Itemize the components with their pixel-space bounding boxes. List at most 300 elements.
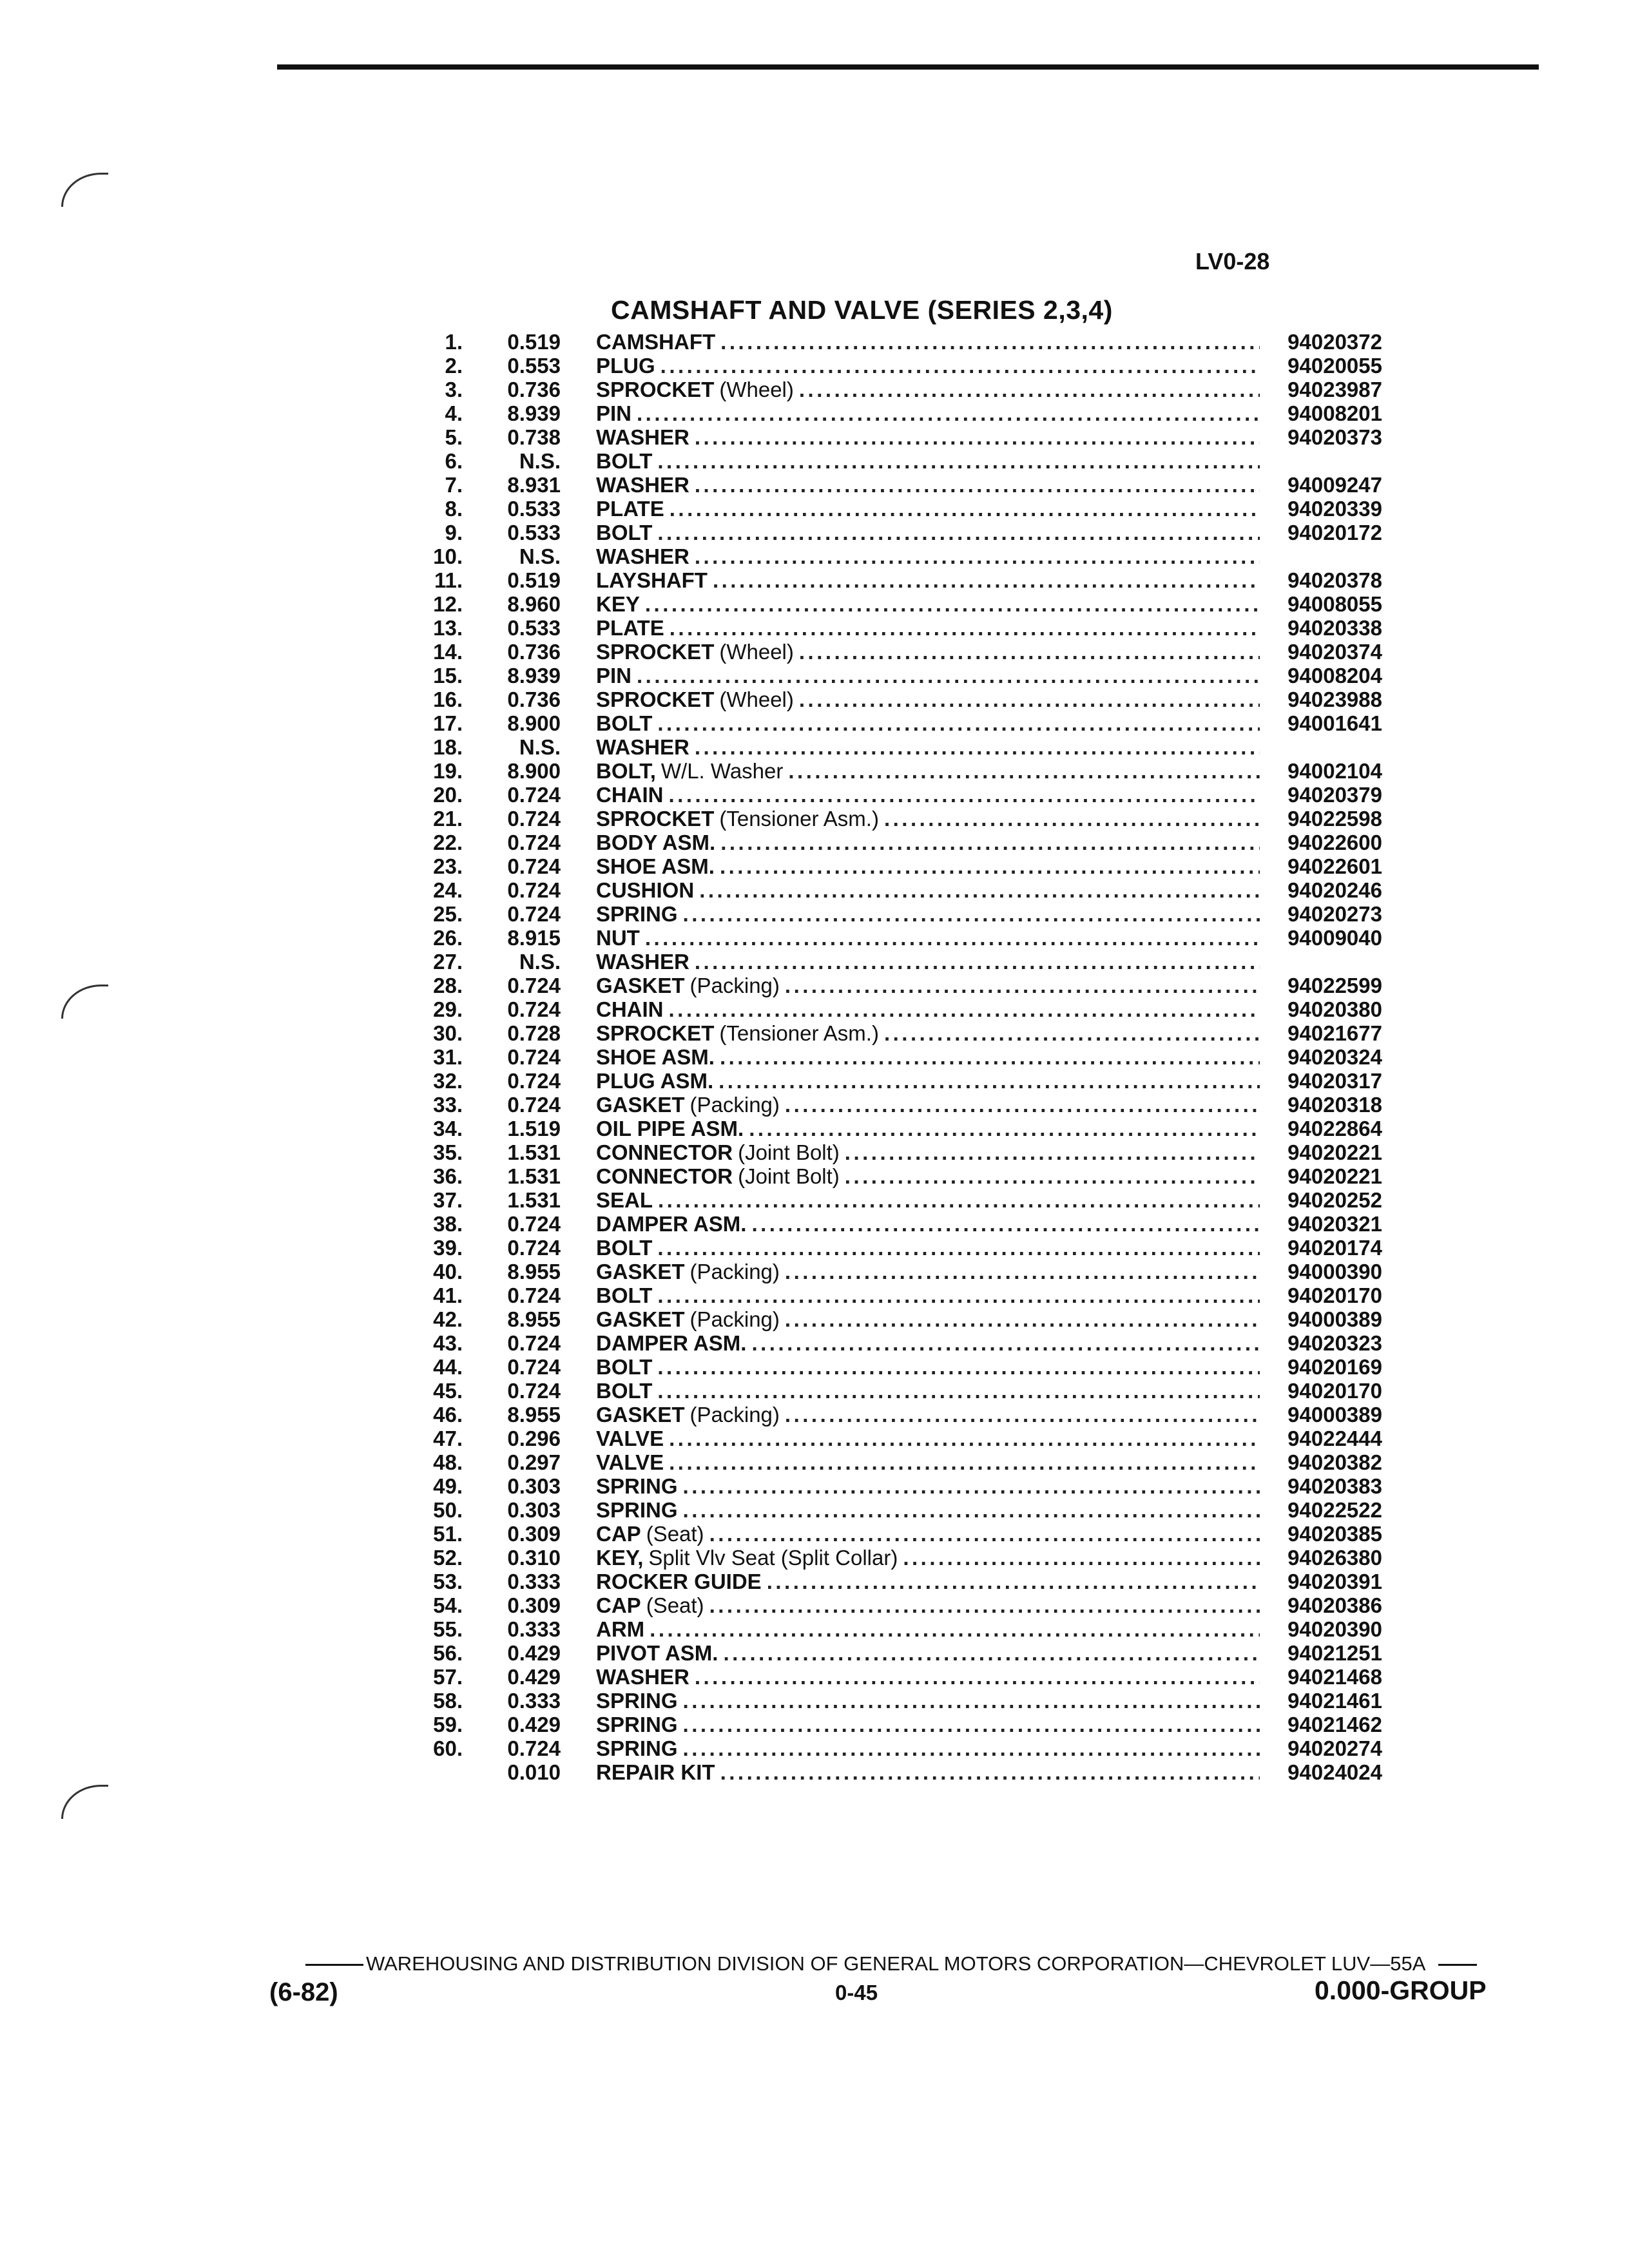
part-description — [596, 568, 1260, 592]
part-description — [596, 1522, 1260, 1546]
part-number: 94020339 — [1287, 497, 1382, 521]
part-qualifier: W/L. Washer — [660, 759, 784, 783]
part-group-number: N.S. — [519, 544, 561, 568]
part-description — [596, 1760, 1260, 1784]
dot-leader — [683, 1689, 1260, 1713]
part-description — [596, 1617, 1260, 1641]
part-group-number: 0.724 — [507, 1355, 561, 1379]
dot-leader — [669, 783, 1260, 807]
dot-leader — [650, 1617, 1260, 1641]
part-item-number: 23. — [433, 854, 463, 878]
part-description — [596, 425, 1260, 449]
part-number: 94021462 — [1287, 1713, 1382, 1736]
part-group-number: N.S. — [519, 950, 561, 974]
part-description — [596, 1355, 1260, 1379]
part-qualifier: (Tensioner Asm.) — [719, 807, 879, 831]
part-group-number: 0.728 — [507, 1021, 561, 1045]
part-name: SPRING — [596, 902, 678, 926]
part-group-number: 0.724 — [507, 807, 561, 831]
footer-dash — [1438, 1964, 1477, 1966]
part-name: BOLT — [596, 1283, 653, 1307]
part-number: 94021461 — [1287, 1689, 1382, 1713]
part-description — [596, 1713, 1260, 1736]
part-name: GASKET — [596, 1307, 685, 1331]
part-name: BOLT — [596, 1236, 653, 1260]
part-name: CAMSHAFT — [596, 330, 716, 354]
part-number: 94022599 — [1287, 974, 1382, 997]
part-description — [596, 783, 1260, 807]
part-name: WASHER — [596, 473, 689, 497]
part-name: PIN — [596, 401, 632, 425]
dot-leader — [713, 568, 1260, 592]
dot-leader — [720, 330, 1260, 354]
part-number: 94008055 — [1287, 592, 1382, 616]
dot-leader — [720, 854, 1260, 878]
part-qualifier: (Packing) — [689, 974, 780, 997]
part-number: 94022444 — [1287, 1427, 1382, 1450]
part-group-number: 0.297 — [507, 1450, 561, 1474]
dot-leader — [799, 687, 1260, 711]
part-name: CONNECTOR — [596, 1164, 733, 1188]
part-number: 94020382 — [1287, 1450, 1382, 1474]
part-number: 94020373 — [1287, 425, 1382, 449]
part-number: 94009247 — [1287, 473, 1382, 497]
part-description — [596, 854, 1260, 878]
part-name: WASHER — [596, 950, 689, 974]
part-description — [596, 497, 1260, 521]
part-group-number: 0.724 — [507, 854, 561, 878]
part-number: 94022598 — [1287, 807, 1382, 831]
part-group-number: 8.960 — [507, 592, 561, 616]
part-name: BOLT, — [596, 759, 656, 783]
part-item-number: 51. — [433, 1522, 463, 1546]
dot-leader — [751, 1331, 1260, 1355]
dot-leader — [720, 1045, 1260, 1069]
dot-leader — [683, 1736, 1260, 1760]
part-name: VALVE — [596, 1427, 664, 1450]
part-description — [596, 1188, 1260, 1212]
part-group-number: 0.724 — [507, 831, 561, 854]
part-qualifier: (Wheel) — [719, 378, 794, 401]
part-item-number: 2. — [445, 354, 463, 378]
part-description — [596, 1736, 1260, 1760]
dot-leader — [657, 1283, 1260, 1307]
part-item-number: 50. — [433, 1498, 463, 1522]
part-description — [596, 1045, 1260, 1069]
part-group-number: 8.939 — [507, 664, 561, 687]
part-name: ARM — [596, 1617, 645, 1641]
part-description — [596, 878, 1260, 902]
part-description — [596, 1474, 1260, 1498]
part-item-number: 30. — [433, 1021, 463, 1045]
part-number: 94026380 — [1287, 1546, 1382, 1570]
part-number: 94000390 — [1287, 1260, 1382, 1283]
part-number: 94001641 — [1287, 711, 1382, 735]
part-item-number: 37. — [433, 1188, 463, 1212]
dot-leader — [785, 1093, 1260, 1117]
page-number: 0-45 — [835, 1981, 878, 2004]
part-name: WASHER — [596, 425, 689, 449]
dot-leader — [709, 1522, 1260, 1546]
part-group-number: 0.724 — [507, 1045, 561, 1069]
dot-leader — [699, 878, 1260, 902]
part-number: 94024024 — [1287, 1760, 1382, 1784]
part-group-number: 0.724 — [507, 902, 561, 926]
part-number: 94020170 — [1287, 1379, 1382, 1403]
part-number: 94021677 — [1287, 1021, 1382, 1045]
part-name: PIVOT ASM. — [596, 1641, 718, 1665]
part-qualifier: (Wheel) — [719, 640, 794, 664]
part-number: 94000389 — [1287, 1403, 1382, 1427]
part-qualifier: (Packing) — [689, 1260, 780, 1283]
part-name: GASKET — [596, 1260, 685, 1283]
part-group-number: 0.533 — [507, 521, 561, 544]
part-name: SHOE ASM. — [596, 854, 715, 878]
part-number: 94020386 — [1287, 1593, 1382, 1617]
dot-leader — [788, 759, 1260, 783]
part-description — [596, 1164, 1260, 1188]
dot-leader — [720, 1760, 1260, 1784]
part-group-number: 0.533 — [507, 497, 561, 521]
part-item-number: 48. — [433, 1450, 463, 1474]
part-number: 94020170 — [1287, 1283, 1382, 1307]
part-description — [596, 997, 1260, 1021]
part-description — [596, 950, 1260, 974]
part-item-number: 57. — [433, 1665, 463, 1689]
part-name: BOLT — [596, 449, 653, 473]
part-name: SPRING — [596, 1498, 678, 1522]
part-description — [596, 592, 1260, 616]
dot-leader — [695, 950, 1260, 974]
part-group-number: 0.738 — [507, 425, 561, 449]
part-description — [596, 1498, 1260, 1522]
dot-leader — [799, 640, 1260, 664]
part-item-number: 14. — [433, 640, 463, 664]
part-item-number: 15. — [433, 664, 463, 687]
part-qualifier: (Wheel) — [719, 687, 794, 711]
part-item-number: 41. — [433, 1283, 463, 1307]
part-group-number: 0.333 — [507, 1617, 561, 1641]
part-name: GASKET — [596, 974, 685, 997]
part-name: BOLT — [596, 1355, 653, 1379]
part-name: CAP — [596, 1593, 641, 1617]
part-qualifier: (Packing) — [689, 1403, 780, 1427]
part-group-number: 0.309 — [507, 1522, 561, 1546]
part-name: SPRING — [596, 1736, 678, 1760]
part-name: SPROCKET — [596, 1021, 715, 1045]
part-number: 94021468 — [1287, 1665, 1382, 1689]
page-reference-code: LV0-28 — [1195, 248, 1270, 274]
part-group-number: 8.939 — [507, 401, 561, 425]
scan-mark — [61, 1785, 108, 1819]
dot-leader — [709, 1593, 1260, 1617]
part-description — [596, 1069, 1260, 1093]
dot-leader — [884, 807, 1260, 831]
dot-leader — [845, 1164, 1260, 1188]
part-number: 94008204 — [1287, 664, 1382, 687]
part-number: 94020321 — [1287, 1212, 1382, 1236]
dot-leader — [658, 1188, 1260, 1212]
part-description — [596, 521, 1260, 544]
part-name: BODY ASM. — [596, 831, 716, 854]
top-rule — [277, 64, 1539, 70]
part-group-number: 0.724 — [507, 1069, 561, 1093]
footer-division-text: WAREHOUSING AND DISTRIBUTION DIVISION OF GENERAL MOTORS CORPORATION—CHEVROLET LUV—55A — [366, 1952, 1426, 1975]
part-group-number: 0.429 — [507, 1665, 561, 1689]
part-group-number: 0.724 — [507, 783, 561, 807]
dot-leader — [657, 711, 1260, 735]
dot-leader — [785, 974, 1260, 997]
dot-leader — [637, 401, 1260, 425]
dot-leader — [657, 449, 1260, 473]
part-number: 94020318 — [1287, 1093, 1382, 1117]
dot-leader — [695, 473, 1260, 497]
part-group-number: 1.519 — [507, 1117, 561, 1140]
part-item-number: 16. — [433, 687, 463, 711]
dot-leader — [884, 1021, 1260, 1045]
part-name: DAMPER ASM. — [596, 1212, 747, 1236]
part-name: OIL PIPE ASM. — [596, 1117, 744, 1140]
part-description — [596, 1593, 1260, 1617]
part-name: PLUG — [596, 354, 655, 378]
part-group-number: 0.724 — [507, 1236, 561, 1260]
part-number: 94023987 — [1287, 378, 1382, 401]
part-item-number: 4. — [445, 401, 463, 425]
part-group-number: 0.736 — [507, 378, 561, 401]
part-number: 94020380 — [1287, 997, 1382, 1021]
part-number: 94022522 — [1287, 1498, 1382, 1522]
part-item-number: 60. — [433, 1736, 463, 1760]
part-item-number: 45. — [433, 1379, 463, 1403]
part-group-number: N.S. — [519, 735, 561, 759]
part-number: 94020246 — [1287, 878, 1382, 902]
part-group-number: 0.333 — [507, 1689, 561, 1713]
part-name: PLATE — [596, 616, 664, 640]
part-item-number: 18. — [433, 735, 463, 759]
part-item-number: 52. — [433, 1546, 463, 1570]
part-item-number: 28. — [433, 974, 463, 997]
part-item-number: 8. — [445, 497, 463, 521]
part-group-number: 0.736 — [507, 640, 561, 664]
part-group-number: 0.333 — [507, 1570, 561, 1593]
part-name: SPROCKET — [596, 807, 715, 831]
part-number: 94020378 — [1287, 568, 1382, 592]
dot-leader — [637, 664, 1260, 687]
part-group-number: N.S. — [519, 449, 561, 473]
dot-leader — [767, 1570, 1260, 1593]
part-name: BOLT — [596, 1379, 653, 1403]
part-group-number: 1.531 — [507, 1188, 561, 1212]
part-item-number: 7. — [445, 473, 463, 497]
part-name: BOLT — [596, 521, 653, 544]
part-name: KEY, — [596, 1546, 644, 1570]
part-item-number: 1. — [445, 330, 463, 354]
part-name: PIN — [596, 664, 632, 687]
part-item-number: 40. — [433, 1260, 463, 1283]
part-item-number: 49. — [433, 1474, 463, 1498]
dot-leader — [695, 544, 1260, 568]
dot-leader — [695, 425, 1260, 449]
part-item-number: 33. — [433, 1093, 463, 1117]
part-description — [596, 401, 1260, 425]
part-description — [596, 640, 1260, 664]
dot-leader — [749, 1117, 1260, 1140]
part-number: 94020169 — [1287, 1355, 1382, 1379]
part-item-number: 44. — [433, 1355, 463, 1379]
part-description — [596, 1331, 1260, 1355]
dot-leader — [683, 902, 1260, 926]
part-item-number: 5. — [445, 425, 463, 449]
part-group-number: 0.303 — [507, 1474, 561, 1498]
part-name: SPRING — [596, 1474, 678, 1498]
part-group-number: 1.531 — [507, 1140, 561, 1164]
part-item-number: 22. — [433, 831, 463, 854]
part-description — [596, 1140, 1260, 1164]
part-qualifier: (Joint Bolt) — [738, 1140, 840, 1164]
part-description — [596, 616, 1260, 640]
dot-leader — [645, 592, 1260, 616]
part-item-number: 38. — [433, 1212, 463, 1236]
part-name: NUT — [596, 926, 640, 950]
part-description — [596, 902, 1260, 926]
part-item-number: 43. — [433, 1331, 463, 1355]
part-name: SPRING — [596, 1689, 678, 1713]
part-description — [596, 1546, 1260, 1570]
dot-leader — [683, 1498, 1260, 1522]
part-description — [596, 711, 1260, 735]
part-description — [596, 1307, 1260, 1331]
dot-leader — [720, 831, 1260, 854]
part-number: 94020221 — [1287, 1164, 1382, 1188]
dot-leader — [723, 1641, 1260, 1665]
part-group-number: 0.519 — [507, 568, 561, 592]
part-description — [596, 831, 1260, 854]
dot-leader — [799, 378, 1260, 401]
part-group-number: 0.553 — [507, 354, 561, 378]
part-number: 94021251 — [1287, 1641, 1382, 1665]
part-name: SPROCKET — [596, 640, 715, 664]
part-number: 94020221 — [1287, 1140, 1382, 1164]
part-item-number: 6. — [445, 449, 463, 473]
part-group-number: 8.900 — [507, 711, 561, 735]
part-description — [596, 1450, 1260, 1474]
part-description — [596, 1641, 1260, 1665]
dot-leader — [785, 1260, 1260, 1283]
part-number: 94020174 — [1287, 1236, 1382, 1260]
part-description — [596, 1021, 1260, 1045]
part-number: 94009040 — [1287, 926, 1382, 950]
part-number: 94020385 — [1287, 1522, 1382, 1546]
dot-leader — [669, 997, 1260, 1021]
revision-date: (6-82) — [269, 1978, 338, 2006]
part-description — [596, 807, 1260, 831]
dot-leader — [657, 1379, 1260, 1403]
part-number: 94020338 — [1287, 616, 1382, 640]
part-group-number: 0.736 — [507, 687, 561, 711]
part-name: WASHER — [596, 735, 689, 759]
part-number: 94020317 — [1287, 1069, 1382, 1093]
part-item-number: 17. — [433, 711, 463, 735]
part-qualifier: (Packing) — [689, 1093, 780, 1117]
part-number: 94020055 — [1287, 354, 1382, 378]
part-item-number: 46. — [433, 1403, 463, 1427]
part-group-number: 0.309 — [507, 1593, 561, 1617]
part-item-number: 32. — [433, 1069, 463, 1093]
part-number: 94020273 — [1287, 902, 1382, 926]
part-item-number: 39. — [433, 1236, 463, 1260]
dot-leader — [785, 1307, 1260, 1331]
part-item-number: 19. — [433, 759, 463, 783]
part-name: PLATE — [596, 497, 664, 521]
part-group-number: 8.955 — [507, 1307, 561, 1331]
part-description — [596, 473, 1260, 497]
part-item-number: 35. — [433, 1140, 463, 1164]
part-item-number: 55. — [433, 1617, 463, 1641]
dot-leader — [903, 1546, 1260, 1570]
part-group-number: 8.915 — [507, 926, 561, 950]
dot-leader — [670, 616, 1260, 640]
part-group-number: 0.724 — [507, 1331, 561, 1355]
part-description — [596, 354, 1260, 378]
part-qualifier: (Seat) — [646, 1522, 704, 1546]
part-number: 94020274 — [1287, 1736, 1382, 1760]
part-group-number: 0.724 — [507, 1283, 561, 1307]
part-item-number: 47. — [433, 1427, 463, 1450]
scan-mark — [61, 985, 108, 1019]
part-number: 94020252 — [1287, 1188, 1382, 1212]
part-item-number: 27. — [433, 950, 463, 974]
part-number: 94020372 — [1287, 330, 1382, 354]
dot-leader — [695, 1665, 1260, 1689]
part-group-number: 0.519 — [507, 330, 561, 354]
part-group-number: 0.724 — [507, 878, 561, 902]
part-name: SHOE ASM. — [596, 1045, 715, 1069]
scan-mark — [61, 173, 108, 207]
part-group-number: 1.531 — [507, 1164, 561, 1188]
group-number: 0.000-GROUP — [1315, 1975, 1487, 2005]
dot-leader — [669, 1450, 1260, 1474]
part-number: 94022600 — [1287, 831, 1382, 854]
part-item-number: 9. — [445, 521, 463, 544]
part-name: LAYSHAFT — [596, 568, 708, 592]
part-group-number: 8.955 — [507, 1260, 561, 1283]
footer-division-line — [303, 1952, 1480, 1975]
part-name: SPRING — [596, 1713, 678, 1736]
part-item-number: 21. — [433, 807, 463, 831]
part-item-number: 25. — [433, 902, 463, 926]
part-name: CHAIN — [596, 783, 664, 807]
part-name: DAMPER ASM. — [596, 1331, 747, 1355]
part-group-number: 0.429 — [507, 1713, 561, 1736]
part-item-number: 26. — [433, 926, 463, 950]
part-number: 94020172 — [1287, 521, 1382, 544]
part-description — [596, 1379, 1260, 1403]
part-group-number: 0.429 — [507, 1641, 561, 1665]
part-description — [596, 1689, 1260, 1713]
dot-leader — [695, 735, 1260, 759]
part-description — [596, 1117, 1260, 1140]
part-group-number: 0.724 — [507, 1093, 561, 1117]
part-number: 94020390 — [1287, 1617, 1382, 1641]
part-description — [596, 1093, 1260, 1117]
part-name: SPROCKET — [596, 378, 715, 401]
part-group-number: 0.724 — [507, 997, 561, 1021]
part-item-number: 59. — [433, 1713, 463, 1736]
part-number: 94002104 — [1287, 759, 1382, 783]
part-description — [596, 735, 1260, 759]
part-description — [596, 378, 1260, 401]
dot-leader — [645, 926, 1260, 950]
